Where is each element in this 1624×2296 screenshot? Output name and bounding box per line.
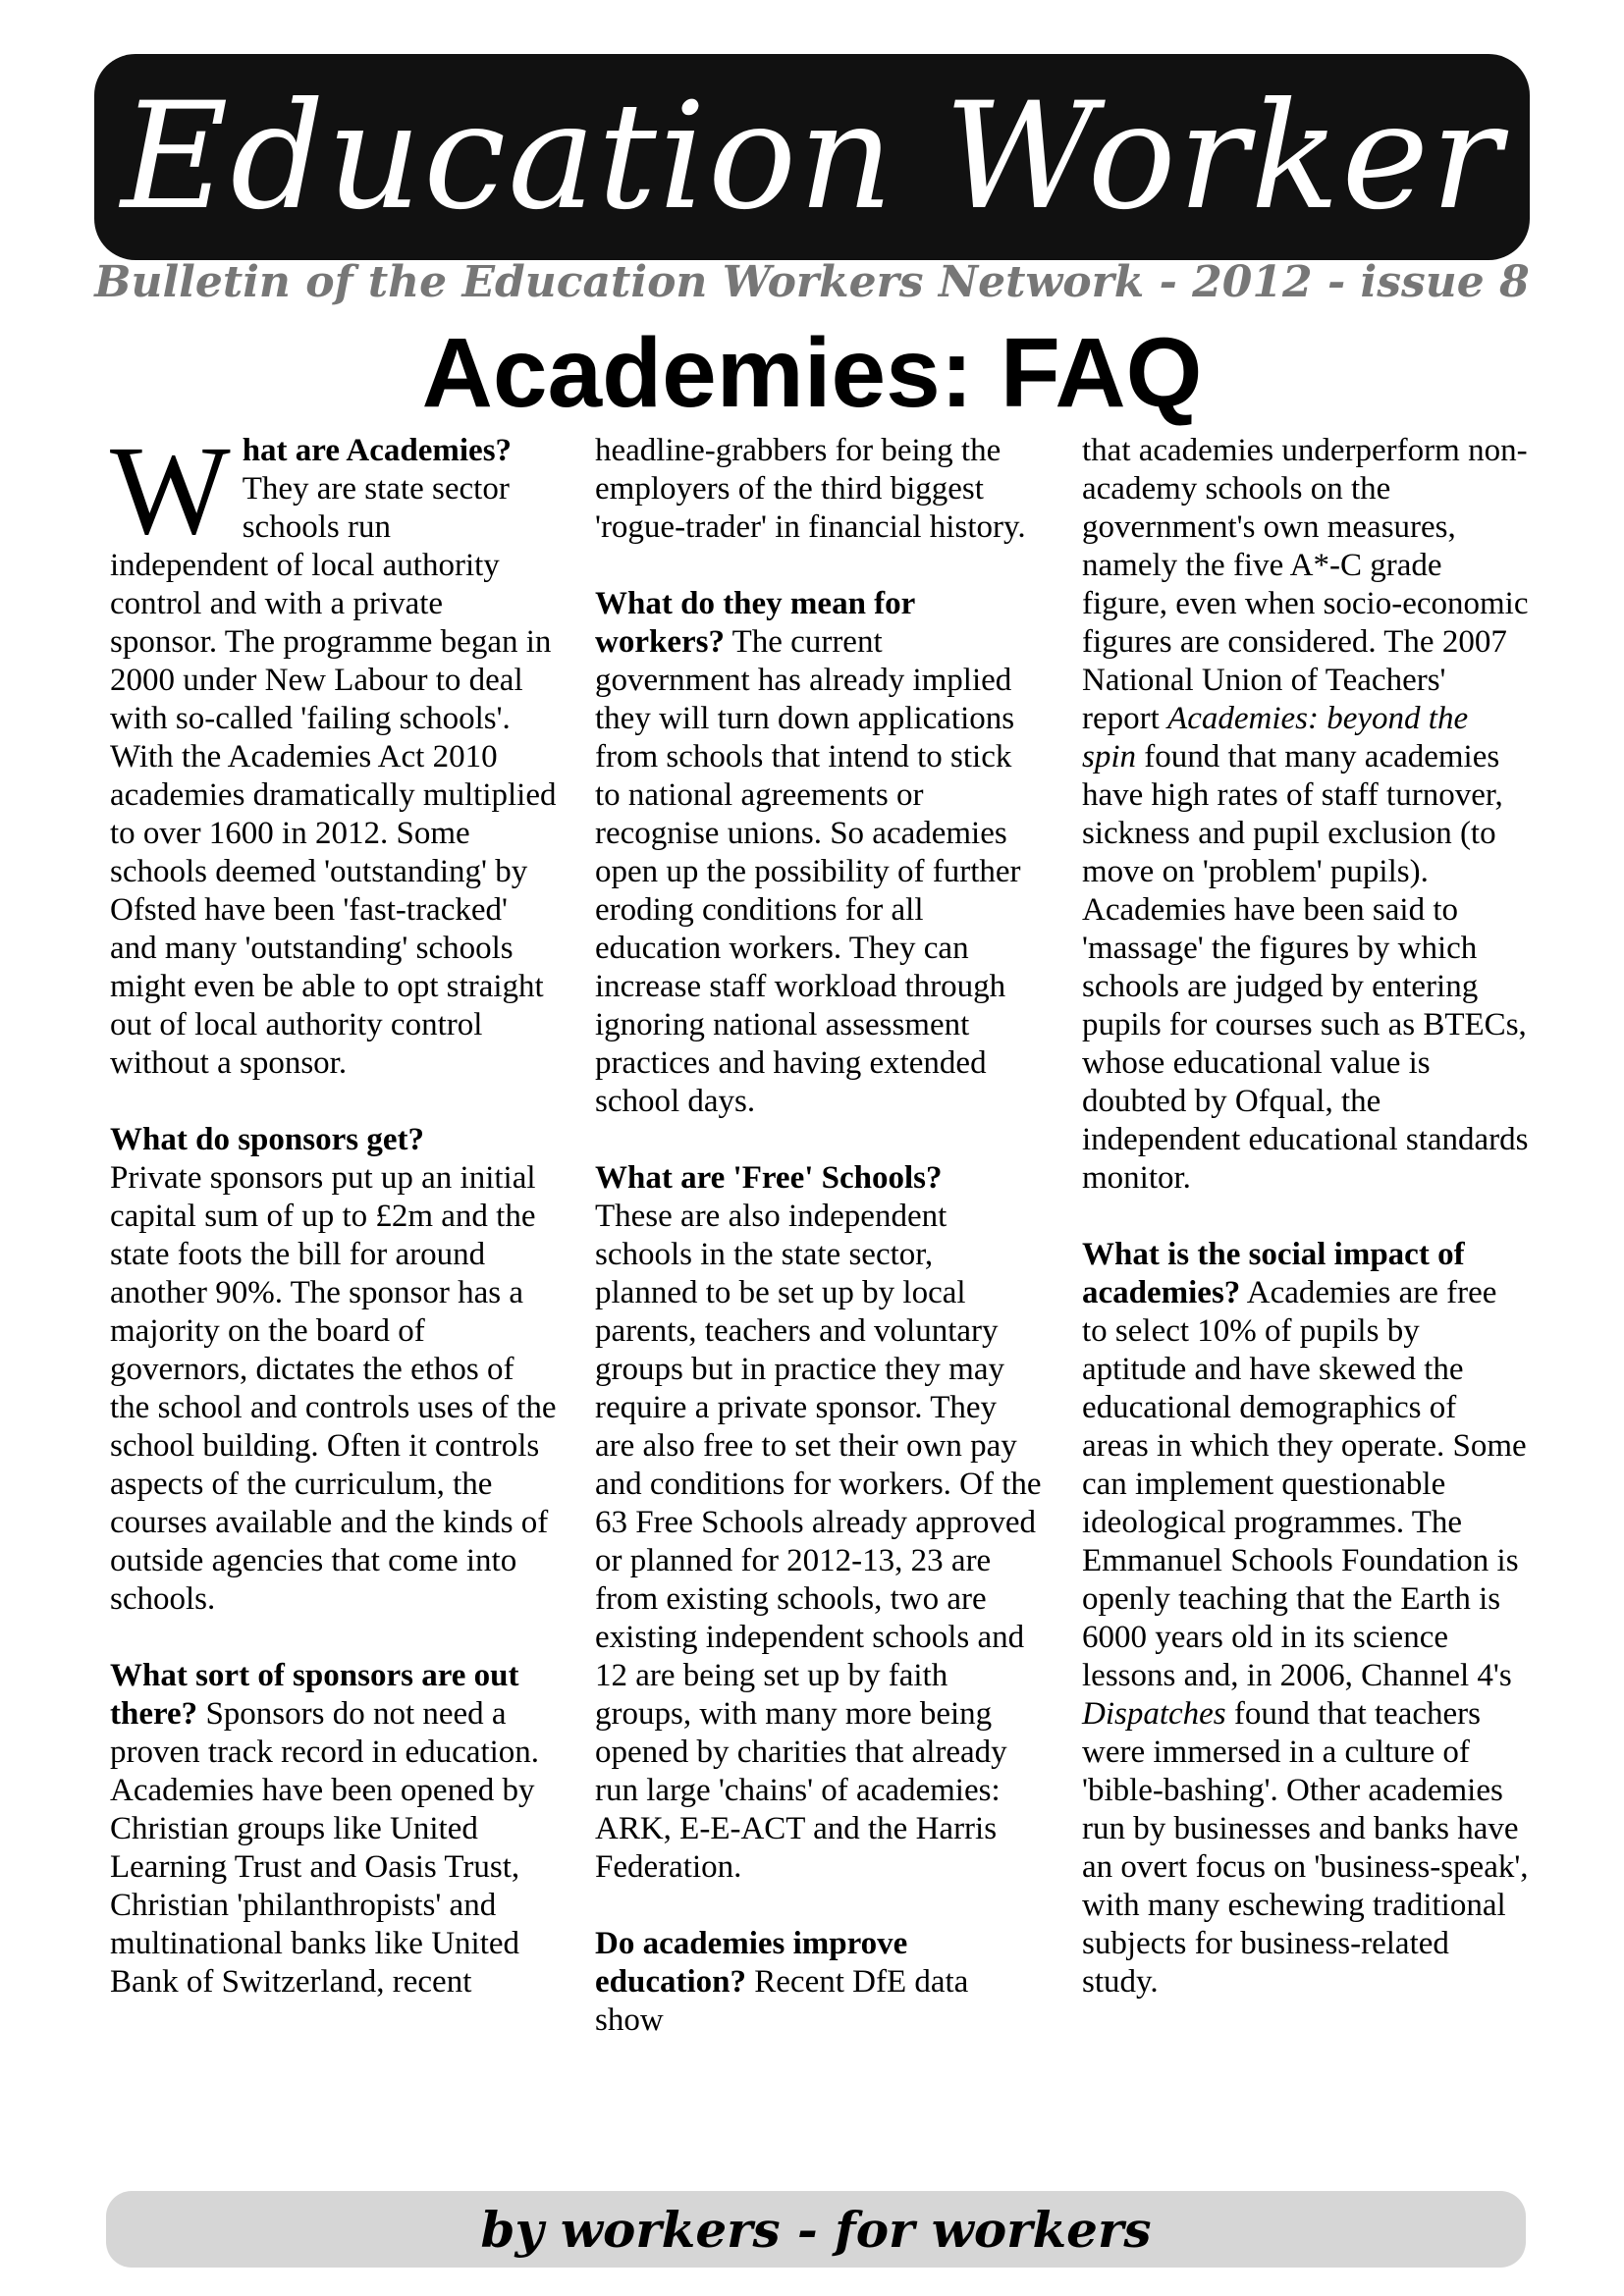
body-text: found that teachers were immersed in a culture of 'bible-bashing'. Other academies run by businesses and banks have an overt focus on 'business-speak', with many eschewing traditional subjects for business-related study. [1082,1696,1529,2000]
body-text: Sponsors do not need a proven track record in education. Academies have been opened by Christian groups like United Learning Trust and Oasis Trust, Christian 'philanthropists' and multinational banks like United Bank of Switzerland, recent [110,1696,540,2000]
body-text: These are also independent schools in the state sector, planned to be set up by local parents, teachers and voluntary groups but in practice they may require a private sponsor. They are also free to set their own pay and conditions for workers. Of the 63 Free Schools already approved or planned for 2012-13, 23 are from existing schools, two are existing independent schools and 12 are being set up by faith groups, with many more being opened by charities that already run large 'chains' of academies: ARK, E-E-ACT and the Harris Federation. [595,1199,1042,1885]
programme-title: Dispatches [1082,1696,1226,1732]
paragraph-sponsors-get [110,1121,557,1619]
paragraph-continued [1082,432,1529,1198]
footer-slogan: by workers - for workers [480,2200,1152,2259]
question-heading: What do they mean for workers? [595,586,915,660]
masthead-title: Education Worker [121,72,1503,242]
body-text: that academies underperform non-academy schools on the government's own measures, namely the five A*-C grade figure, even when socio-economic figures are considered. The 2007 National Union of Teachers' report [1082,433,1529,736]
question-heading: Do academies improve education? [595,1926,908,2000]
question-heading: What are 'Free' Schools? [595,1160,943,1196]
drop-cap: W [110,420,231,561]
question-heading: What do sponsors get? [110,1122,424,1157]
report-title: Academies: beyond the spin [1082,701,1469,774]
body-text: headline-grabbers for being the employers of the third biggest 'rogue-trader' in financial history. [595,433,1026,545]
question-heading: hat are Academies? [242,433,513,468]
question-heading: What is the social impact of academies? [1082,1237,1465,1310]
paragraph-what-are-academies [110,420,557,1083]
body-text: found that many academies have high rates of staff turnover, sickness and pupil exclusion (to move on 'problem' pupils). Academies have been said to 'massage' the figures by which schools are judged by entering pupils for courses such as BTECs, whose educational value is doubted by Ofqual, the independent educational standards monitor. [1082,739,1529,1196]
paragraph-mean-for-workers [595,585,1042,1121]
bulletin-subtitle: Bulletin of the Education Workers Network - 2012 - issue 8 [94,257,1530,307]
paragraph-free-schools [595,1159,1042,1887]
body-text: The current government has already implied they will turn down applications from schools that intend to stick to national agreements or recognise unions. So academies open up the possibility of further eroding conditions for all education workers. They can increase staff workload through ignoring national assessment practices and having extended school days. [595,624,1021,1119]
paragraph-sort-of-sponsors [110,1657,557,2002]
page-headline: Academies: FAQ [421,318,1203,428]
body-text: They are state sector schools run independent of local authority control and with a private sponsor. The programme began in 2000 under New Labour to deal with so-called 'failing schools'. With the Academies Act 2010 academies dramatically multiplied to over 1600 in 2012. Some schools deemed 'outstanding' by Ofsted have been 'fast-tracked' and many 'outstanding' schools might even be able to opt straight out of local authority control without a sponsor. [110,471,557,1081]
paragraph-social-impact [1082,1236,1529,2002]
masthead-banner [94,54,1530,260]
body-text: Private sponsors put up an initial capital sum of up to £2m and the state foots the bill for around another 90%. The sponsor has a majority on the board of governors, dictates the ethos of the school and controls uses of the school building. Often it controls aspects of the curriculum, the courses available and the kinds of outside agencies that come into schools. [110,1160,557,1617]
column-3 [1082,432,1529,2040]
body-text: Academies are free to select 10% of pupils by aptitude and have skewed the educational demographics of areas in which they operate. Some can implement questionable ideological programmes. The Emmanuel Schools Foundation is openly teaching that the Earth is 6000 years old in its science lessons and, in 2006, Channel 4's [1082,1275,1527,1693]
question-heading: What sort of sponsors are out there? [110,1658,519,1732]
paragraph-improve-education [595,1925,1042,2040]
paragraph-continued [595,432,1042,547]
column-2 [595,432,1042,2078]
footer-banner [106,2191,1526,2268]
body-text: Recent DfE data show [595,1964,969,2038]
column-1 [110,420,557,2040]
